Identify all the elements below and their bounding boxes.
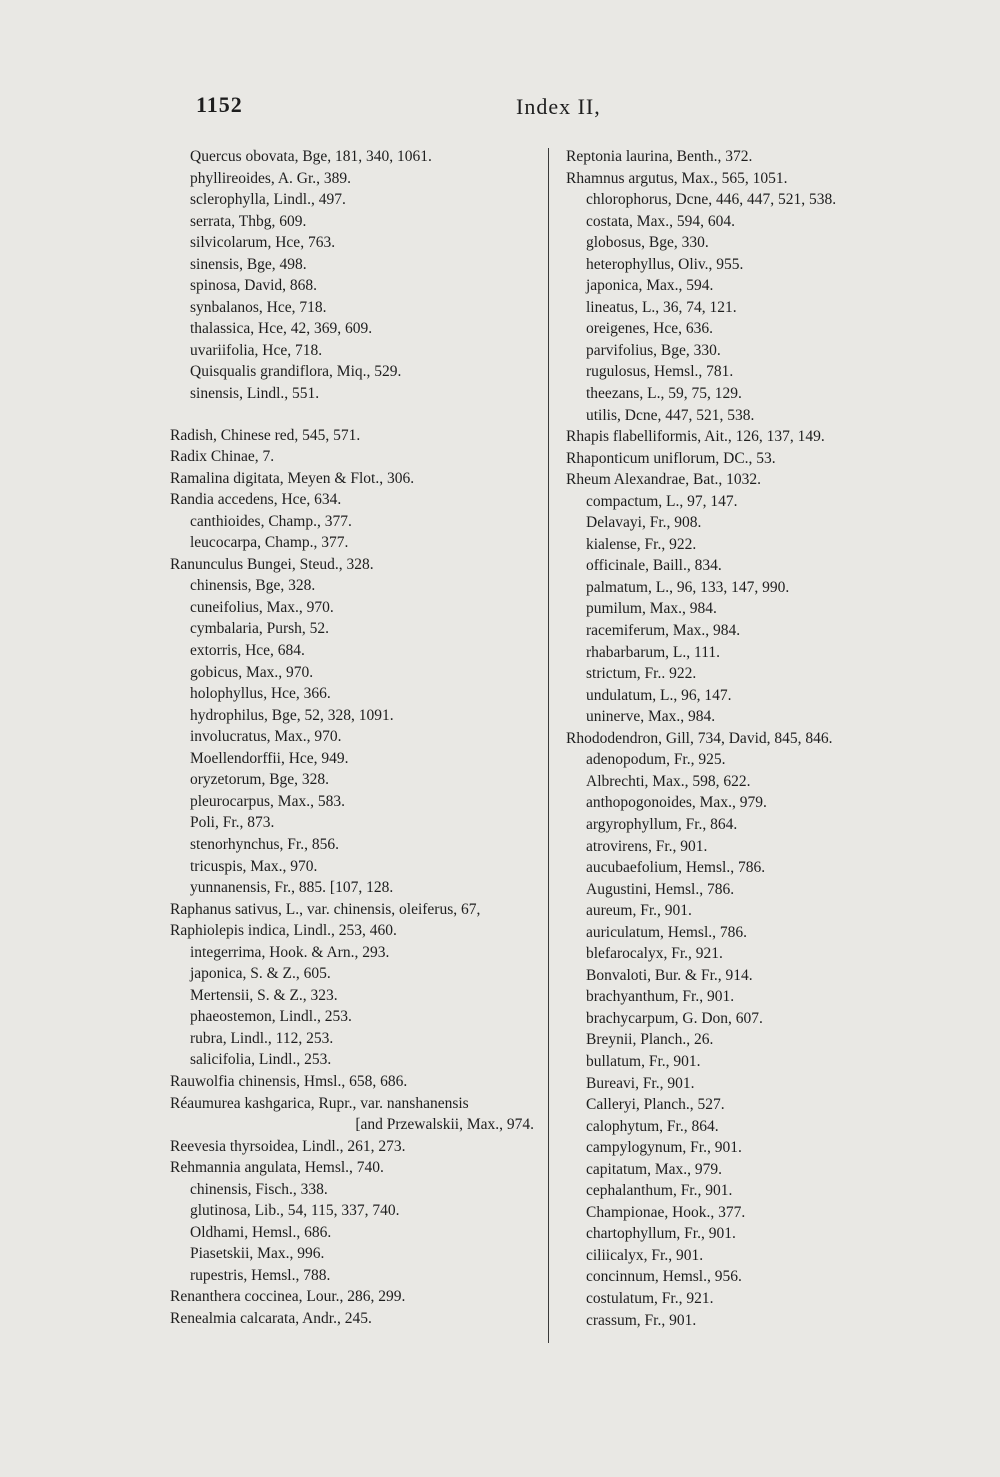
- index-entry: rhabarbarum, L., 111.: [586, 643, 720, 661]
- index-entry: tricuspis, Max., 970.: [190, 857, 318, 875]
- index-entry: phaeostemon, Lindl., 253.: [190, 1008, 352, 1026]
- index-entry: atrovirens, Fr., 901.: [586, 837, 708, 855]
- index-column-right: [566, 146, 896, 1331]
- index-entry: Mertensii, S. & Z., 323.: [190, 986, 338, 1004]
- index-entry: cuneifolius, Max., 970.: [190, 598, 334, 616]
- index-entry: chlorophorus, Dcne, 446, 447, 521, 538.: [586, 191, 837, 209]
- index-entry: Quisqualis grandiflora, Miq., 529.: [190, 363, 402, 381]
- index-entry: auriculatum, Hemsl., 786.: [586, 923, 747, 941]
- index-entry: Rhaponticum uniflorum, DC., 53.: [566, 449, 776, 467]
- index-entry: calophytum, Fr., 864.: [586, 1117, 719, 1135]
- index-entry: Breynii, Planch., 26.: [586, 1031, 714, 1049]
- index-entry: uninerve, Max., 984.: [586, 708, 716, 726]
- index-entry: japonica, Max., 594.: [586, 277, 714, 295]
- index-entry: globosus, Bge, 330.: [586, 234, 709, 252]
- index-entry: cymbalaria, Pursh, 52.: [190, 620, 330, 638]
- index-entry: Piasetskii, Max., 996.: [190, 1245, 325, 1263]
- index-entry: Rehmannia angulata, Hemsl., 740.: [170, 1159, 384, 1177]
- index-entry: aucubaefolium, Hemsl., 786.: [586, 859, 766, 877]
- index-entry: canthioides, Champ., 377.: [190, 512, 352, 530]
- index-entry: Albrechti, Max., 598, 622.: [586, 772, 751, 790]
- index-entry: strictum, Fr.. 922.: [586, 665, 697, 683]
- index-entry: Rheum Alexandrae, Bat., 1032.: [566, 471, 761, 489]
- index-entry: oryzetorum, Bge, 328.: [190, 771, 330, 789]
- index-entry: bullatum, Fr., 901.: [586, 1052, 701, 1070]
- index-entry: brachyanthum, Fr., 901.: [586, 988, 735, 1006]
- index-entry: Ranunculus Bungei, Steud., 328.: [170, 555, 374, 573]
- index-entry: sclerophylla, Lindl., 497.: [190, 191, 346, 209]
- index-entry: kialense, Fr., 922.: [586, 535, 697, 553]
- index-entry: chinensis, Fisch., 338.: [190, 1180, 328, 1198]
- index-entry: holophyllus, Hce, 366.: [190, 685, 331, 703]
- index-column-left: [170, 146, 540, 1330]
- index-entry: Renealmia calcarata, Andr., 245.: [170, 1309, 372, 1327]
- index-entry: silvicolarum, Hce, 763.: [190, 234, 336, 252]
- index-entry: pumilum, Max., 984.: [586, 600, 717, 618]
- index-entry: costata, Max., 594, 604.: [586, 212, 735, 230]
- index-entry: extorris, Hce, 684.: [190, 642, 305, 660]
- index-entry: rupestris, Hemsl., 788.: [190, 1266, 331, 1284]
- index-entry: anthopogonoides, Max., 979.: [586, 794, 767, 812]
- index-entry: Rhododendron, Gill, 734, David, 845, 846.: [566, 729, 833, 747]
- index-entry: Rauwolfia chinensis, Hmsl., 658, 686.: [170, 1072, 408, 1090]
- index-entry: utilis, Dcne, 447, 521, 538.: [586, 406, 755, 424]
- index-entry: sinensis, Lindl., 551.: [190, 385, 320, 403]
- index-entry: Bonvaloti, Bur. & Fr., 914.: [586, 966, 753, 984]
- index-entry: japonica, S. & Z., 605.: [190, 965, 331, 983]
- index-entry: Renanthera coccinea, Lour., 286, 299.: [170, 1288, 406, 1306]
- index-entry: concinnum, Hemsl., 956.: [586, 1268, 742, 1286]
- index-entry: Raphiolepis indica, Lindl., 253, 460.: [170, 922, 397, 940]
- index-entry: Quercus obovata, Bge, 181, 340, 1061.: [190, 148, 432, 165]
- index-entry: lineatus, L., 36, 74, 121.: [586, 298, 737, 316]
- index-entry: uvariifolia, Hce, 718.: [190, 341, 323, 359]
- index-entry: oreigenes, Hce, 636.: [586, 320, 713, 338]
- index-entry: Radish, Chinese red, 545, 571.: [170, 426, 361, 444]
- index-entry: compactum, L., 97, 147.: [586, 492, 738, 510]
- index-entry: Poli, Fr., 873.: [190, 814, 275, 832]
- index-entry: Raphanus sativus, L., var. chinensis, oleiferus, 67,: [170, 900, 481, 918]
- index-entry: Rhamnus argutus, Max., 565, 1051.: [566, 169, 788, 187]
- index-entry: phyllireoides, A. Gr., 389.: [190, 169, 352, 187]
- index-entry: Calleryi, Planch., 527.: [586, 1096, 725, 1114]
- page-number: 1152: [196, 92, 243, 117]
- index-entry: theezans, L., 59, 75, 129.: [586, 385, 742, 403]
- index-entry: Championae, Hook., 377.: [586, 1203, 746, 1221]
- index-entry: Reevesia thyrsoidea, Lindl., 261, 273.: [170, 1137, 406, 1155]
- index-entry: capitatum, Max., 979.: [586, 1160, 723, 1178]
- index-entry: brachycarpum, G. Don, 607.: [586, 1009, 763, 1027]
- index-entry: Radix Chinae, 7.: [170, 448, 275, 466]
- index-entry: cephalanthum, Fr., 901.: [586, 1182, 733, 1200]
- index-entry: adenopodum, Fr., 925.: [586, 751, 726, 769]
- index-entry: aureum, Fr., 901.: [586, 902, 692, 920]
- index-entry: pleurocarpus, Max., 583.: [190, 792, 345, 810]
- index-entry: Randia accedens, Hce, 634.: [170, 491, 342, 509]
- index-entry: Reptonia laurina, Benth., 372.: [566, 148, 753, 165]
- index-entry: chinensis, Bge, 328.: [190, 577, 316, 595]
- index-entry: glutinosa, Lib., 54, 115, 337, 740.: [190, 1202, 400, 1220]
- index-entry: undulatum, L., 96, 147.: [586, 686, 732, 704]
- index-entry: Réaumurea kashgarica, Rupr., var. nanshanensis: [170, 1094, 469, 1112]
- index-entry: sinensis, Bge, 498.: [190, 255, 307, 273]
- index-entry: salicifolia, Lindl., 253.: [190, 1051, 332, 1069]
- index-entry: racemiferum, Max., 984.: [586, 622, 741, 640]
- index-entry: heterophyllus, Oliv., 955.: [586, 255, 744, 273]
- index-entry: Augustini, Hemsl., 786.: [586, 880, 735, 898]
- index-entry: argyrophyllum, Fr., 864.: [586, 815, 738, 833]
- index-entry: Delavayi, Fr., 908.: [586, 514, 702, 532]
- index-entry: synbalanos, Hce, 718.: [190, 298, 327, 316]
- index-entry: thalassica, Hce, 42, 369, 609.: [190, 320, 373, 338]
- index-entry: blefarocalyx, Fr., 921.: [586, 945, 723, 963]
- index-entry: yunnanensis, Fr., 885. [107, 128.: [190, 879, 394, 897]
- index-entry: Oldhami, Hemsl., 686.: [190, 1223, 332, 1241]
- index-entry: officinale, Baill., 834.: [586, 557, 722, 575]
- index-entry: integerrima, Hook. & Arn., 293.: [190, 943, 390, 961]
- index-entry: stenorhynchus, Fr., 856.: [190, 835, 339, 853]
- index-entry: chartophyllum, Fr., 901.: [586, 1225, 736, 1243]
- index-entry: leucocarpa, Champ., 377.: [190, 534, 349, 552]
- index-entry: parvifolius, Bge, 330.: [586, 341, 721, 359]
- index-entry: rubra, Lindl., 112, 253.: [190, 1029, 334, 1047]
- index-entry: crassum, Fr., 901.: [586, 1311, 697, 1329]
- index-entry: [and Przewalskii, Max., 974.: [355, 1116, 534, 1134]
- index-entry: Rhapis flabelliformis, Ait., 126, 137, 149.: [566, 428, 825, 446]
- index-entry: ciliicalyx, Fr., 901.: [586, 1246, 704, 1264]
- index-entry: hydrophilus, Bge, 52, 328, 1091.: [190, 706, 394, 724]
- index-entry: Bureavi, Fr., 901.: [586, 1074, 695, 1092]
- index-entry: spinosa, David, 868.: [190, 277, 318, 295]
- index-entry: Ramalina digitata, Meyen & Flot., 306.: [170, 469, 415, 487]
- index-entry: campylogynum, Fr., 901.: [586, 1139, 742, 1157]
- index-entry: Moellendorffii, Hce, 949.: [190, 749, 349, 767]
- index-entry: costulatum, Fr., 921.: [586, 1289, 714, 1307]
- index-entry: rugulosus, Hemsl., 781.: [586, 363, 734, 381]
- index-entry: serrata, Thbg, 609.: [190, 212, 307, 230]
- index-entry: involucratus, Max., 970.: [190, 728, 342, 746]
- index-entry: palmatum, L., 96, 133, 147, 990.: [586, 578, 790, 596]
- index-entry: gobicus, Max., 970.: [190, 663, 314, 681]
- running-title: Index II,: [516, 94, 601, 119]
- column-divider: [548, 148, 549, 1343]
